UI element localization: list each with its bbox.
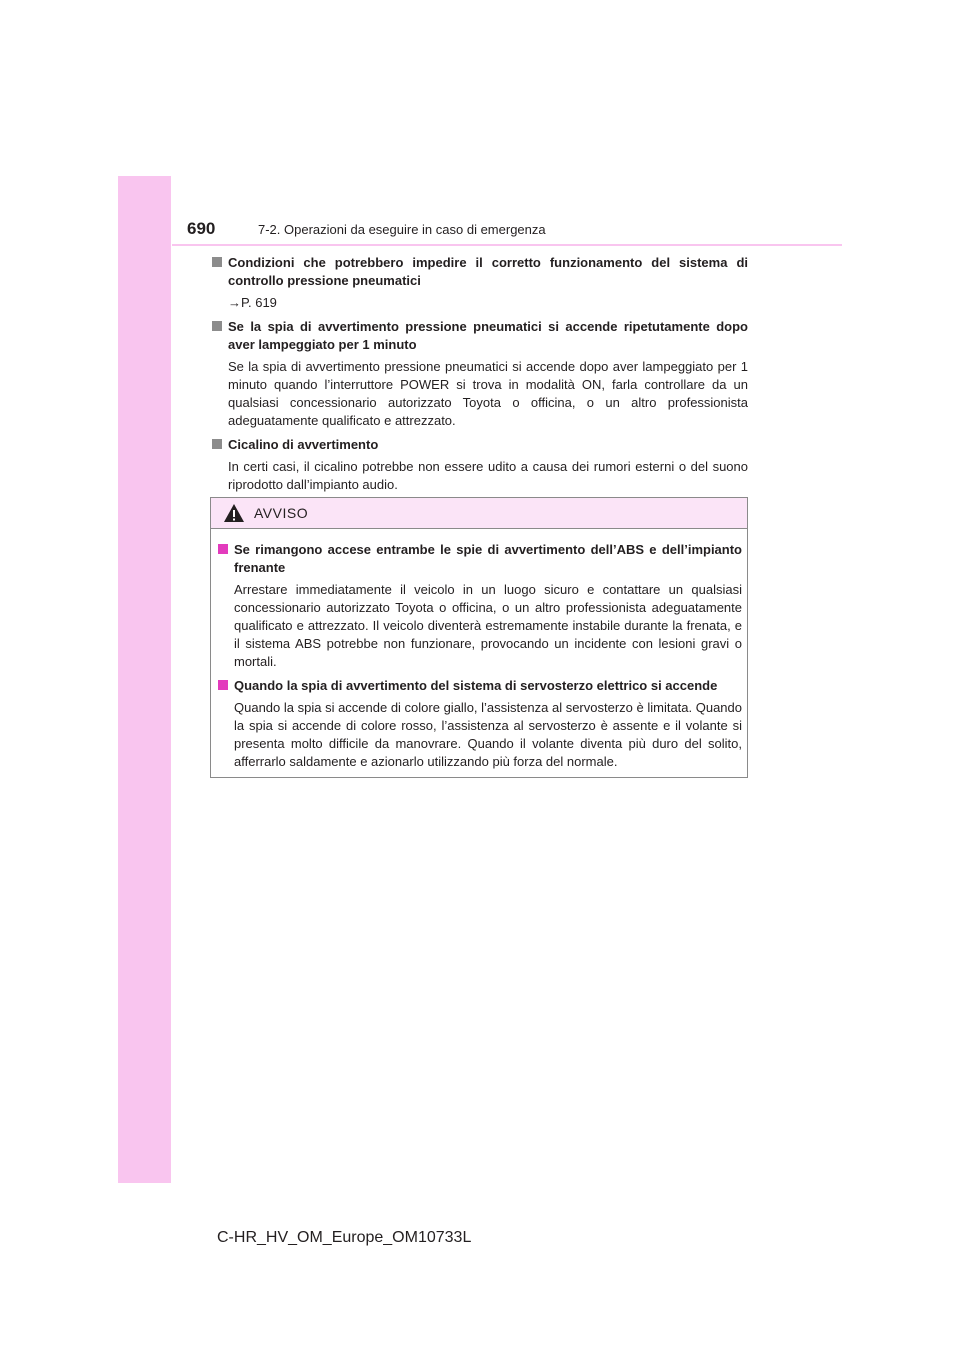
item-heading: Cicalino di avvertimento <box>228 437 379 452</box>
section-title: 7-2. Operazioni da eseguire in caso di emergenza <box>258 222 546 237</box>
page-reference: →P. 619 <box>228 295 277 310</box>
square-bullet-icon <box>218 680 228 690</box>
warning-content <box>216 541 742 771</box>
header-rule <box>172 244 842 246</box>
list-item <box>210 436 748 494</box>
warning-item-body: Quando la spia si accende di colore giallo, l’assistenza al servosterzo è limitata. Quando la spia si accende di colore rosso, l’assistenza al servosterzo è assente e il volante si presenta molto difficile da manovrare. Quando il volante diventa più duro del solito, afferrarlo saldamente e azionarlo utilizzando più forza del normale. <box>234 700 742 769</box>
warning-triangle-icon <box>223 503 245 523</box>
page-number: 690 <box>187 219 216 238</box>
warning-box <box>210 497 748 778</box>
warning-title: AVVISO <box>254 505 309 521</box>
square-bullet-icon <box>212 257 222 267</box>
warning-item <box>216 541 742 671</box>
square-bullet-icon <box>212 439 222 449</box>
warning-header <box>211 498 747 529</box>
warning-item-body: Arrestare immediatamente il veicolo in un luogo sicuro e contattare un qualsiasi concessionario autorizzato Toyota o officina, o un altro professionista adeguatamente qualificato e attrezzato. Il veicolo diventerà estremamente instabile durante la frenata, e il sistema ABS potrebbe non funzionare, provocando un incidente con lesioni gravi o mortali. <box>234 582 742 669</box>
document-code: C-HR_HV_OM_Europe_OM10733L <box>217 1229 472 1246</box>
list-item <box>210 318 748 430</box>
item-body: Se la spia di avvertimento pressione pneumatici si accende dopo aver lampeggiato per 1 minuto quando l’interruttore POWER si trova in modalità ON, farla controllare da un qualsiasi concessionario autorizzato Toyota o officina, o un altro professionista adeguatamente qualificato e attrezzato. <box>228 359 748 428</box>
list-item <box>210 254 748 312</box>
item-heading: Condizioni che potrebbero impedire il corretto funzionamento del sistema di controllo pressione pneumatici <box>228 255 748 288</box>
warning-item <box>216 677 742 771</box>
item-body: In certi casi, il cicalino potrebbe non essere udito a causa dei rumori esterni o del suono riprodotto dall’impianto audio. <box>228 459 748 492</box>
warning-item-heading: Se rimangono accese entrambe le spie di avvertimento dell’ABS e dell’impianto frenante <box>234 542 742 575</box>
square-bullet-icon <box>218 544 228 554</box>
square-bullet-icon <box>212 321 222 331</box>
item-heading: Se la spia di avvertimento pressione pneumatici si accende ripetutamente dopo aver lampeggiato per 1 minuto <box>228 319 748 352</box>
main-content <box>210 254 748 494</box>
warning-item-heading: Quando la spia di avvertimento del sistema di servosterzo elettrico si accende <box>234 678 718 693</box>
side-tab-band <box>118 176 171 1183</box>
